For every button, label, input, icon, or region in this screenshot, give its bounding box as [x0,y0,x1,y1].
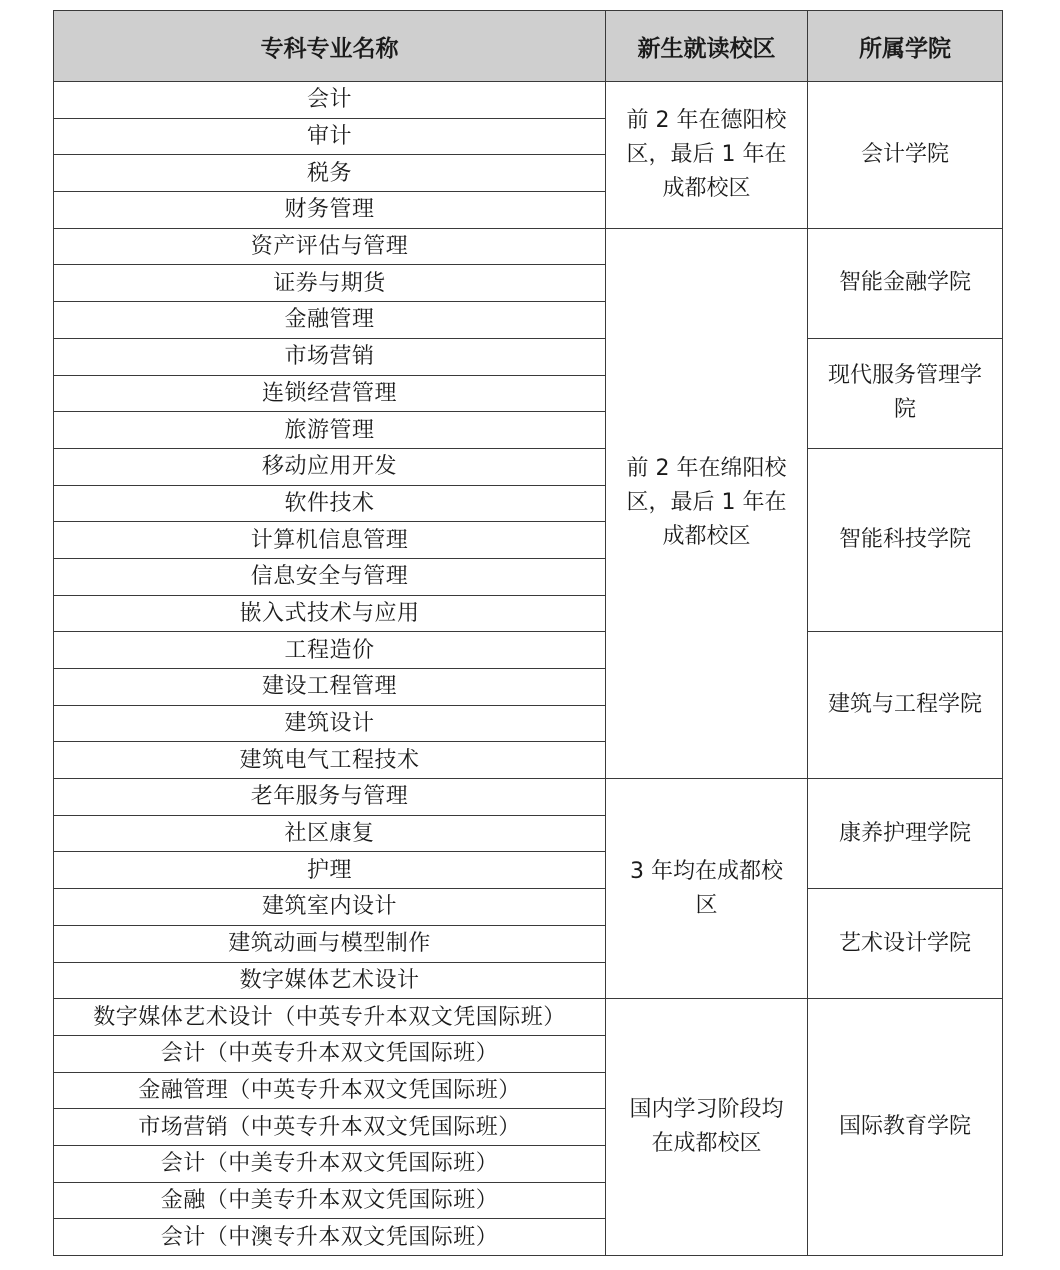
major-cell: 证券与期货 [54,265,606,302]
major-cell: 会计（中美专升本双文凭国际班） [54,1145,606,1182]
major-cell: 审计 [54,118,606,155]
major-cell: 连锁经营管理 [54,375,606,412]
major-cell: 市场营销 [54,338,606,375]
major-cell: 老年服务与管理 [54,779,606,816]
major-cell: 市场营销（中英专升本双文凭国际班） [54,1109,606,1146]
major-cell: 软件技术 [54,485,606,522]
college-cell-finance: 智能金融学院 [808,228,1003,338]
header-campus: 新生就读校区 [606,11,808,82]
table-row [54,82,1003,119]
major-cell: 财务管理 [54,192,606,229]
college-cell-tech: 智能科技学院 [808,448,1003,631]
major-cell: 数字媒体艺术设计 [54,962,606,999]
major-cell: 护理 [54,852,606,889]
header-college: 所属学院 [808,11,1003,82]
table-body [54,82,1003,1256]
campus-cell-intl: 国内学习阶段均在成都校区 [606,999,808,1256]
major-cell: 移动应用开发 [54,448,606,485]
major-cell: 工程造价 [54,632,606,669]
major-cell: 建筑电气工程技术 [54,742,606,779]
table-row [54,632,1003,669]
major-cell: 计算机信息管理 [54,522,606,559]
major-cell: 建筑设计 [54,705,606,742]
college-cell-art: 艺术设计学院 [808,889,1003,999]
campus-cell-deyang: 前 2 年在德阳校区，最后 1 年在成都校区 [606,82,808,229]
campus-cell-mianyang: 前 2 年在绵阳校区，最后 1 年在成都校区 [606,228,808,778]
major-cell: 会计 [54,82,606,119]
college-cell-construction: 建筑与工程学院 [808,632,1003,779]
college-cell-international: 国际教育学院 [808,999,1003,1256]
college-cell-service: 现代服务管理学院 [808,338,1003,448]
major-cell: 建设工程管理 [54,669,606,706]
major-cell: 金融（中美专升本双文凭国际班） [54,1182,606,1219]
major-cell: 资产评估与管理 [54,228,606,265]
major-campus-table [53,10,1003,1256]
major-cell: 建筑室内设计 [54,889,606,926]
major-cell: 建筑动画与模型制作 [54,925,606,962]
table-row [54,889,1003,926]
major-cell: 数字媒体艺术设计（中英专升本双文凭国际班） [54,999,606,1036]
table-row [54,448,1003,485]
college-cell-nursing: 康养护理学院 [808,779,1003,889]
table-row [54,228,1003,265]
college-cell-accounting: 会计学院 [808,82,1003,229]
major-cell: 旅游管理 [54,412,606,449]
major-cell: 会计（中澳专升本双文凭国际班） [54,1219,606,1256]
table-row [54,338,1003,375]
header-row [54,11,1003,82]
major-cell: 税务 [54,155,606,192]
major-cell: 社区康复 [54,815,606,852]
major-campus-table-container [53,10,1002,1256]
major-cell: 金融管理（中英专升本双文凭国际班） [54,1072,606,1109]
major-cell: 嵌入式技术与应用 [54,595,606,632]
table-row [54,999,1003,1036]
major-cell: 会计（中英专升本双文凭国际班） [54,1035,606,1072]
campus-cell-chengdu: 3 年均在成都校区 [606,779,808,999]
table-row [54,779,1003,816]
major-cell: 信息安全与管理 [54,558,606,595]
header-major: 专科专业名称 [54,11,606,82]
table-header [54,11,1003,82]
major-cell: 金融管理 [54,302,606,339]
